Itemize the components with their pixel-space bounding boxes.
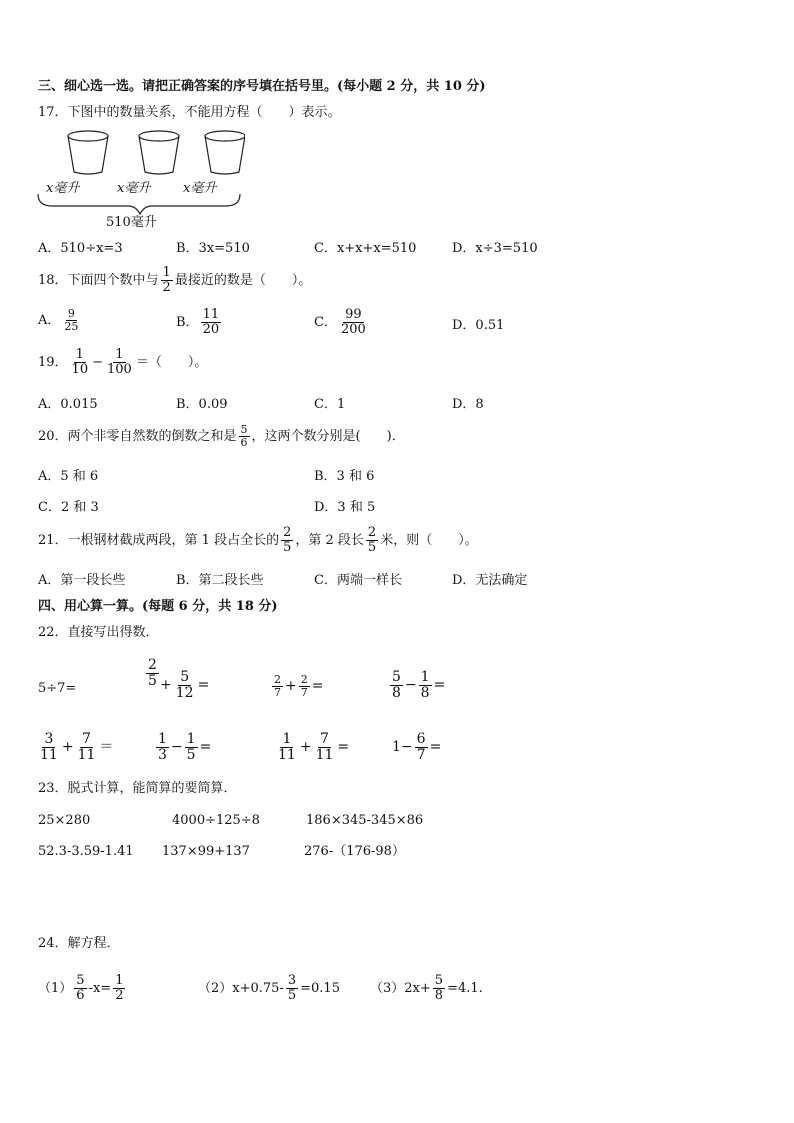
q22-expr-6 — [154, 732, 211, 762]
q19-option-a: A．0.015 — [38, 397, 98, 412]
q20-post: ，这两个数分别是( )． — [251, 428, 405, 444]
fraction — [390, 670, 403, 700]
numerator: 99 — [345, 307, 362, 322]
numerator: 11 — [202, 307, 220, 322]
denominator: 6 — [240, 435, 248, 449]
q21-pre: 21．一根钢材截成两段，第 1 段占全长的 — [38, 532, 280, 548]
denominator: 200 — [340, 321, 366, 337]
numerator: 1 — [282, 731, 292, 747]
numerator: 5 — [392, 669, 401, 685]
question-18-stem — [38, 266, 311, 294]
denominator: 2 — [115, 987, 124, 1003]
option-label: A． — [38, 312, 61, 328]
minus-sign: − — [92, 354, 103, 370]
numerator: 2 — [148, 657, 157, 673]
equation-mid: -x= — [88, 980, 112, 996]
option-label: B． — [176, 314, 199, 330]
denominator: 25 — [64, 319, 79, 333]
q22-expr-2 — [146, 658, 159, 688]
fraction — [76, 732, 98, 762]
denominator: 7 — [416, 746, 426, 763]
equals-sign: ＝ — [99, 739, 114, 756]
q19-post: ＝（ ）。 — [135, 354, 208, 370]
fraction — [276, 732, 298, 762]
question-17-stem: 17．下图中的数量关系，不能用方程（ ）表示。 — [38, 105, 341, 120]
q22-expr-4 — [388, 670, 445, 700]
q20-option-b: B．3 和 6 — [314, 469, 375, 484]
equals-sign: = — [429, 739, 442, 756]
q20-option-d: D．3 和 5 — [314, 500, 376, 515]
denominator: 11 — [40, 746, 58, 763]
cup-icon — [205, 131, 245, 174]
q22-expr-8 — [392, 732, 441, 762]
denominator: 5 — [367, 539, 377, 555]
question-24-stem: 24．解方程． — [38, 936, 120, 951]
q18-option-a — [38, 308, 82, 332]
section-3-title: 三、细心选一选。请把正确答案的序号填在括号里。(每小题 2 分，共 10 分) — [38, 79, 486, 94]
question-number: 19． — [38, 354, 68, 370]
q21-option-c: C．两端一样长 — [314, 573, 402, 588]
question-20-stem — [38, 424, 405, 448]
equals-sign: = — [311, 678, 324, 695]
fraction — [239, 424, 250, 448]
q20-pre: 20．两个非零自然数的倒数之和是 — [38, 428, 237, 444]
cup-label-1: x毫升 — [46, 181, 80, 196]
q18-option-c — [314, 308, 370, 336]
fraction — [62, 308, 80, 332]
fraction — [74, 974, 86, 1002]
numerator: 2 — [300, 673, 308, 686]
q23-item-1: 25×280 — [38, 813, 91, 828]
total-label: 510毫升 — [106, 215, 157, 230]
q23-item-3: 186×345-345×86 — [306, 813, 424, 828]
numerator: 5 — [76, 973, 85, 988]
fraction — [185, 732, 198, 762]
q21-option-b: B．第二段长些 — [176, 573, 264, 588]
numerator: 5 — [240, 423, 248, 436]
numerator: 2 — [367, 525, 377, 540]
q18-option-b — [176, 308, 223, 336]
equation-label: （2）x+0.75- — [198, 980, 284, 996]
numerator: 1 — [115, 347, 124, 362]
q21-option-a: A．第一段长些 — [38, 573, 126, 588]
question-23-stem: 23．脱式计算，能简算的要简算． — [38, 781, 237, 796]
denominator: 8 — [434, 987, 444, 1003]
fraction — [281, 526, 293, 554]
denominator: 7 — [300, 685, 308, 699]
numerator: 9 — [67, 307, 75, 320]
numerator: 7 — [82, 731, 91, 747]
denominator: 2 — [162, 279, 171, 295]
numerator: 1 — [420, 669, 430, 685]
cup-label-3: x毫升 — [183, 181, 217, 196]
cup-label-2: x毫升 — [117, 181, 151, 196]
q24-equation-1 — [38, 974, 127, 1002]
q21-post: 米，则（ ）。 — [380, 532, 478, 548]
equals-sign: = — [433, 677, 446, 694]
numerator: 1 — [158, 731, 167, 747]
cup-icon — [139, 131, 179, 174]
fraction — [433, 974, 445, 1002]
plus-sign: + — [61, 739, 74, 756]
q23-item-2: 4000÷125÷8 — [172, 813, 260, 828]
minus-sign: − — [170, 739, 183, 756]
fraction — [314, 732, 336, 762]
numerator: 1 — [115, 973, 124, 988]
denominator: 3 — [158, 746, 167, 763]
numerator: 2 — [274, 673, 281, 686]
equals-sign: = — [197, 677, 210, 694]
fraction — [339, 308, 368, 336]
denominator: 11 — [315, 746, 334, 763]
fraction — [415, 732, 428, 762]
q19-option-c: C．1 — [314, 397, 346, 412]
q19-option-d: D．8 — [452, 397, 484, 412]
plus-sign: + — [285, 678, 297, 695]
numerator: 3 — [44, 731, 54, 747]
equation-label: （3）2x+ — [370, 980, 431, 996]
q21-mid: ，第 2 段长 — [295, 532, 364, 548]
q23-item-5: 137×99+137 — [162, 844, 250, 859]
q22-expr-3 — [270, 674, 323, 698]
denominator: 5 — [283, 539, 292, 555]
question-19-stem — [38, 348, 207, 376]
section-4-title: 四、用心算一算。(每题 6 分，共 18 分) — [38, 599, 278, 614]
fraction — [286, 974, 298, 1002]
plus-sign: + — [299, 739, 312, 756]
q20-option-c: C．2 和 3 — [38, 500, 99, 515]
fraction — [161, 266, 173, 294]
equation-post: =4.1. — [447, 980, 483, 996]
q21-option-d: D．无法确定 — [452, 573, 528, 588]
numerator: 1 — [186, 731, 196, 747]
fraction — [272, 674, 283, 698]
question-22-stem: 22．直接写出得数． — [38, 625, 159, 640]
fraction — [174, 670, 196, 700]
question-21-stem — [38, 526, 478, 554]
brace-icon — [38, 194, 240, 214]
q17-option-a: A．510÷x=3 — [38, 241, 123, 256]
q19-option-b: B．0.09 — [176, 397, 228, 412]
equals-sign: = — [199, 739, 212, 756]
fraction — [113, 974, 125, 1002]
q18-post: 最接近的数是（ ）。 — [174, 272, 312, 288]
numerator: 1 — [75, 347, 84, 362]
fraction — [105, 348, 134, 376]
q23-item-6: 276-（176-98） — [304, 844, 405, 859]
denominator: 11 — [77, 746, 96, 763]
fraction — [299, 674, 310, 698]
numerator: 5 — [180, 669, 190, 685]
fraction — [201, 308, 222, 336]
option-label: C． — [314, 314, 337, 330]
fraction — [366, 526, 378, 554]
denominator: 5 — [287, 987, 297, 1003]
q17-option-d: D．x÷3=510 — [452, 241, 538, 256]
minus-sign: − — [404, 677, 417, 694]
denominator: 6 — [76, 987, 85, 1003]
equals-sign: = — [337, 739, 350, 756]
q17-option-c: C．x+x+x=510 — [314, 241, 417, 256]
q23-item-4: 52.3-3.59-1.41 — [38, 844, 134, 859]
denominator: 12 — [175, 684, 194, 701]
q22-expr-7 — [274, 732, 349, 762]
q20-option-a: A．5 和 6 — [38, 469, 99, 484]
denominator: 5 — [148, 672, 157, 689]
numerator: 3 — [287, 973, 297, 988]
denominator: 100 — [107, 361, 132, 377]
fraction — [146, 658, 159, 688]
q22-expr-2-rest — [160, 670, 209, 700]
numerator: 2 — [283, 525, 292, 540]
fraction — [156, 732, 169, 762]
numerator: 7 — [320, 731, 329, 747]
q22-expr-1: 5÷7= — [38, 681, 77, 696]
q24-equation-2 — [198, 974, 340, 1002]
equation-post: =0.15 — [300, 980, 340, 996]
plus-sign: + — [160, 677, 172, 694]
denominator: 10 — [71, 361, 89, 377]
cup-icon — [68, 131, 108, 174]
numerator: 1 — [162, 265, 171, 280]
fraction — [419, 670, 432, 700]
q17-option-b: B．3x=510 — [176, 241, 250, 256]
numerator: 6 — [416, 731, 426, 747]
denominator: 5 — [186, 746, 196, 763]
denominator: 20 — [202, 321, 220, 337]
denominator: 8 — [420, 684, 430, 701]
numerator: 5 — [434, 973, 444, 988]
denominator: 7 — [274, 685, 281, 699]
fraction — [38, 732, 60, 762]
q24-equation-3 — [370, 974, 483, 1002]
q22-expr-5 — [36, 732, 113, 762]
equation-label: （1） — [38, 980, 73, 996]
q18-option-d: D．0.51 — [452, 318, 505, 333]
q18-pre: 18．下面四个数中与 — [38, 272, 159, 288]
denominator: 8 — [392, 684, 401, 701]
denominator: 11 — [278, 746, 296, 763]
expr-prefix: 1− — [392, 739, 413, 756]
fraction — [70, 348, 91, 376]
